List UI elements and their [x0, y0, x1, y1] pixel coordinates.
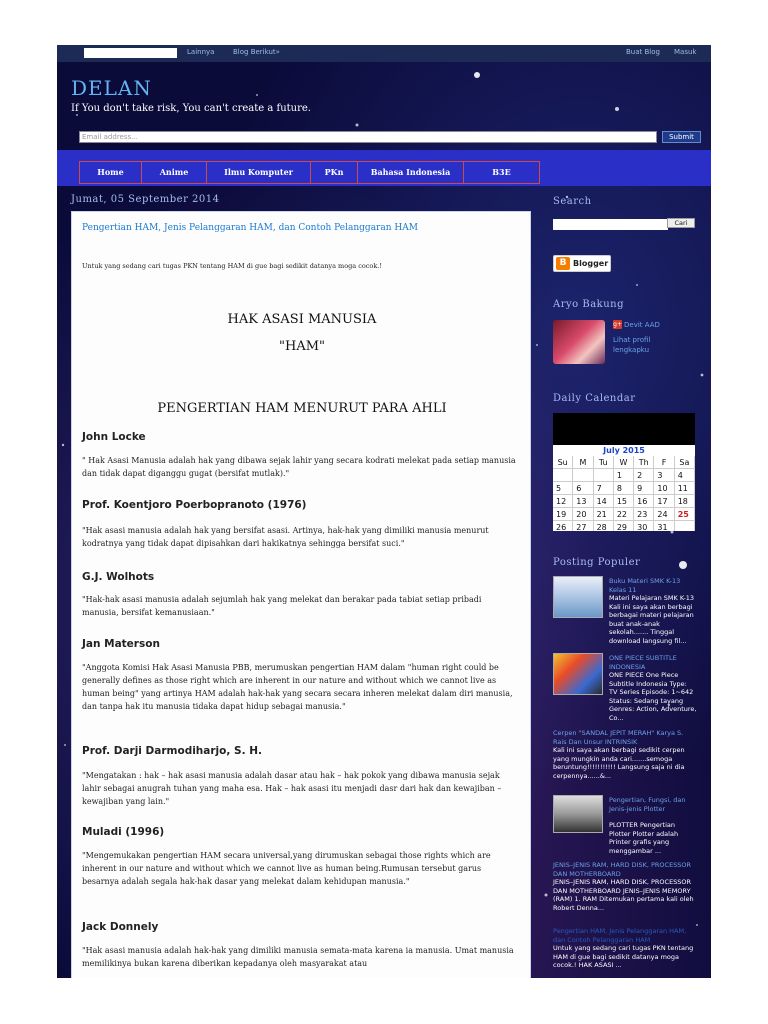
blog-page	[57, 45, 711, 978]
google-plus-icon: g+	[613, 321, 622, 328]
tab-b3e[interactable]: B3E	[492, 167, 511, 177]
blog-title[interactable]: DELAN	[71, 76, 152, 100]
calendar-date-cell[interactable]: 19	[553, 508, 573, 521]
popular-post-excerpt: Untuk yang sedang cari tugas PKN tentang HAM di gue bagi sedikit datanya moga cocok.! HAK ASASI ...	[553, 944, 694, 970]
calendar-date-cell[interactable]: 14	[594, 495, 614, 508]
tab-ilmu-komputer[interactable]: Ilmu Komputer	[207, 162, 311, 183]
post-heading-pengertian: PENGERTIAN HAM MENURUT PARA AHLI	[157, 401, 447, 416]
avatar[interactable]	[553, 320, 605, 364]
menu-tabs	[79, 161, 540, 184]
email-subscribe-input[interactable]: Email address...	[79, 131, 657, 143]
popular-post-title[interactable]: Buku Materi SMK K-13 Kelas 11	[609, 577, 681, 594]
calendar-date-cell[interactable]: 4	[675, 469, 695, 482]
popular-post-title[interactable]: Pengertian HAM, Jenis Pelanggaran HAM, dan Contoh Pelanggaran HAM	[553, 927, 687, 944]
blogger-navbar	[57, 45, 711, 62]
popular-posts-title: Posting Populer	[553, 557, 641, 568]
popular-post-thumbnail[interactable]	[553, 653, 603, 695]
calendar-day-header: Sa	[675, 456, 695, 469]
calendar-date-cell	[675, 521, 695, 531]
calendar-date-cell[interactable]: 24	[654, 508, 674, 521]
calendar-month: July 2015	[603, 446, 645, 455]
post-intro: Untuk yang sedang cari tugas PKN tentang HAM di gue bagi sedikit datanya moga cocok.!	[82, 262, 382, 270]
calendar-date-cell[interactable]: 30	[634, 521, 654, 531]
calendar-date-cell[interactable]: 17	[654, 495, 674, 508]
calendar-date-cell[interactable]: 22	[614, 508, 634, 521]
section-heading: G.J. Wolhots	[82, 571, 155, 583]
section-heading: Prof. Darji Darmodiharjo, S. H.	[82, 745, 262, 757]
calendar-date-cell[interactable]: 18	[675, 495, 695, 508]
calendar-day-header: Su	[553, 456, 573, 469]
calendar-date-cell[interactable]: 5	[553, 482, 573, 495]
calendar-day-header: Tu	[594, 456, 614, 469]
blogger-label: Blogger	[573, 259, 609, 268]
section-paragraph: "Hak asasi manusia adalah hak-hak yang dimiliki manusia semata-mata karena ia manusia. Umat manusia memilikinya bukan karena diberikan kepadanya oleh masyarakat atau	[82, 946, 514, 968]
post-heading-hak-asasi: HAK ASASI MANUSIA	[227, 312, 377, 327]
search-button[interactable]: Cari	[667, 218, 695, 228]
calendar-date-cell[interactable]: 1	[614, 469, 634, 482]
calendar-date-cell[interactable]: 3	[654, 469, 674, 482]
calendar-date-cell[interactable]: 27	[573, 521, 593, 531]
calendar-date-cell[interactable]: 13	[573, 495, 593, 508]
search-widget-title: Search	[553, 196, 592, 207]
calendar-date-cell[interactable]: 21	[594, 508, 614, 521]
popular-post-excerpt: ONE PIECE One Piece Subtitle Indonesia Type: TV Series Episode: 1~642 Status: Sedang tayang Genres: Action, Adventure, Co...	[609, 671, 697, 722]
calendar-date-cell[interactable]: 20	[573, 508, 593, 521]
navbar-lainnya-link[interactable]: Lainnya	[187, 48, 215, 56]
calendar-date-cell[interactable]: 28	[594, 521, 614, 531]
profile-view-link[interactable]: Lihat profil lengkapku	[613, 336, 651, 354]
tab-home[interactable]: Home	[80, 162, 142, 183]
navbar-create-blog-link[interactable]: Buat Blog	[626, 48, 660, 56]
section-paragraph: "Anggota Komisi Hak Asasi Manusia PBB, merumuskan pengertian HAM dalam "human right could be generally defines as those right which are inherent in our nature and without which we cannot live as human being" yang artinya HAM adalah hak-hak yang secara secara inheren melekat dalam diri manusia, dan tanpa hak itu manusia tidaka dapat hidup sebagai manusia."	[82, 663, 513, 711]
popular-post-title[interactable]: JENIS–JENIS RAM, HARD DISK, PROCESSOR DAN MOTHERBOARD	[553, 861, 692, 878]
section-heading: Muladi (1996)	[82, 826, 165, 838]
section-paragraph: "Mengatakan : hak – hak asasi manusia adalah dasar atau hak – hak pokok yang dibawa manusia sejak lahir sebagai anugrah tuhan yang maha esa. Hak – hak asasi itu menjadi dasr dari hak dan kewajiban – kewajiban yang lain."	[82, 771, 502, 806]
calendar-date-cell[interactable]: 7	[594, 482, 614, 495]
calendar-date-cell[interactable]: 15	[614, 495, 634, 508]
profile-widget-title: Aryo Bakung	[553, 299, 625, 310]
navbar-sign-in-link[interactable]: Masuk	[674, 48, 697, 56]
profile-name-link[interactable]: Devit AAD	[624, 321, 660, 329]
calendar-date-cell[interactable]: 8	[614, 482, 634, 495]
calendar-date-cell[interactable]: 9	[634, 482, 654, 495]
section-heading: John Locke	[82, 431, 146, 443]
calendar-day-header: F	[654, 456, 674, 469]
section-heading: Prof. Koentjoro Poerbopranoto (1976)	[82, 499, 307, 511]
post-title[interactable]: Pengertian HAM, Jenis Pelanggaran HAM, dan Contoh Pelanggaran HAM	[82, 223, 418, 233]
tab-pkn[interactable]: PKn	[311, 162, 358, 183]
calendar-grid	[553, 456, 695, 531]
calendar-date-cell[interactable]: 2	[634, 469, 654, 482]
calendar-date-cell	[553, 469, 573, 482]
popular-post-excerpt: Kali ini saya akan berbagi sedikit cerpen yang mungkin anda cari.......semoga beruntung!!!!!!!!!!! Langsung saja ni dia cerpennya......&...	[553, 746, 685, 780]
calendar-date-cell	[594, 469, 614, 482]
section-heading: Jack Donnely	[82, 921, 159, 933]
section-paragraph: "Hak-hak asasi manusia adalah sejumlah hak yang melekat dan berakar pada tabiat setiap pribadi manusia, bersifat kemanusiaan."	[82, 595, 482, 617]
popular-post-excerpt: PLOTTER Pengertian Plotter Plotter adalah Printer grafis yang menggambar ...	[609, 821, 679, 855]
sidebar-search-input[interactable]	[553, 219, 668, 230]
calendar-today-cell[interactable]: 25	[675, 508, 695, 521]
calendar-date-cell[interactable]: 29	[614, 521, 634, 531]
popular-post-thumbnail[interactable]	[553, 576, 603, 618]
post-date-header: Jumat, 05 September 2014	[71, 194, 220, 205]
blogger-badge[interactable]	[553, 255, 611, 272]
calendar-date-cell[interactable]: 16	[634, 495, 654, 508]
popular-post-excerpt: JENIS–JENIS RAM, HARD DISK, PROCESSOR DAN MOTHERBOARD JENIS–JENIS MEMORY (RAM) 1. RAM Ditemukan pertama kali oleh Robert Denna...	[553, 878, 694, 912]
tab-bahasa-indonesia[interactable]: Bahasa Indonesia	[358, 162, 464, 183]
section-paragraph: "Mengemukakan pengertian HAM secara universal,yang dirumuskan sebagai those rights which are inherent in our nature and without which we cannot live as human being.Rumusan tersebut garus besarnya adalah segala hak-hak dasar yang melekat dalam kehidupan manusia."	[82, 851, 491, 886]
section-paragraph: " Hak Asasi Manusia adalah hak yang dibawa sejak lahir yang secara kodrati melekat pada setiap manusia dan tidak dapat diganggu gugat (bersifat mutlak)."	[82, 456, 516, 478]
blogger-icon: B	[556, 257, 570, 270]
calendar-day-header: W	[614, 456, 634, 469]
submit-button[interactable]: Submit	[662, 131, 701, 143]
popular-post-title[interactable]: Pengertian, Fungsi, dan Jenis-jenis Plotter	[609, 796, 686, 813]
popular-post-title[interactable]: Cerpen "SANDAL JEPIT MERAH" Karya S. Rais Dan Unsur INTRINSIK	[553, 729, 684, 746]
navbar-next-blog-link[interactable]: Blog Berikut»	[233, 48, 280, 56]
popular-post-excerpt: Materi Pelajaran SMK K-13 Kali ini saya akan berbagi berbagai materi pelajaran buat anak-anak sekolah....... Tinggal download langsung fil...	[609, 594, 695, 645]
tab-anime[interactable]: Anime	[142, 162, 207, 183]
section-heading: Jan Materson	[82, 638, 160, 650]
calendar-date-cell[interactable]: 31	[654, 521, 674, 531]
post-heading-ham: "HAM"	[279, 339, 325, 354]
calendar-date-cell[interactable]: 12	[553, 495, 573, 508]
blog-description: If You don't take risk, You can't create a future.	[71, 103, 311, 114]
calendar-date-cell[interactable]: 6	[573, 482, 593, 495]
calendar-widget-title: Daily Calendar	[553, 393, 636, 404]
calendar-day-header: Th	[634, 456, 654, 469]
popular-post-thumbnail[interactable]	[553, 795, 603, 833]
calendar-date-cell[interactable]: 10	[654, 482, 674, 495]
calendar-date-cell[interactable]: 26	[553, 521, 573, 531]
popular-post-title[interactable]: ONE PIECE SUBTITLE INDONESIA	[609, 654, 677, 671]
calendar-date-cell[interactable]: 23	[634, 508, 654, 521]
calendar-day-header: M	[573, 456, 593, 469]
calendar-date-cell[interactable]: 11	[675, 482, 695, 495]
post-body	[71, 211, 531, 978]
calendar-date-cell	[573, 469, 593, 482]
calendar	[553, 413, 695, 531]
calendar-header-bar	[553, 413, 695, 445]
navbar-search-input[interactable]	[84, 48, 177, 58]
section-paragraph: "Hak asasi manusia adalah hak yang bersifat asasi. Artinya, hak-hak yang dimiliki manusia menurut kodratnya yang tidak dapat dipisahkan dari hakikatnya sehingga bersifat suci."	[82, 526, 489, 548]
